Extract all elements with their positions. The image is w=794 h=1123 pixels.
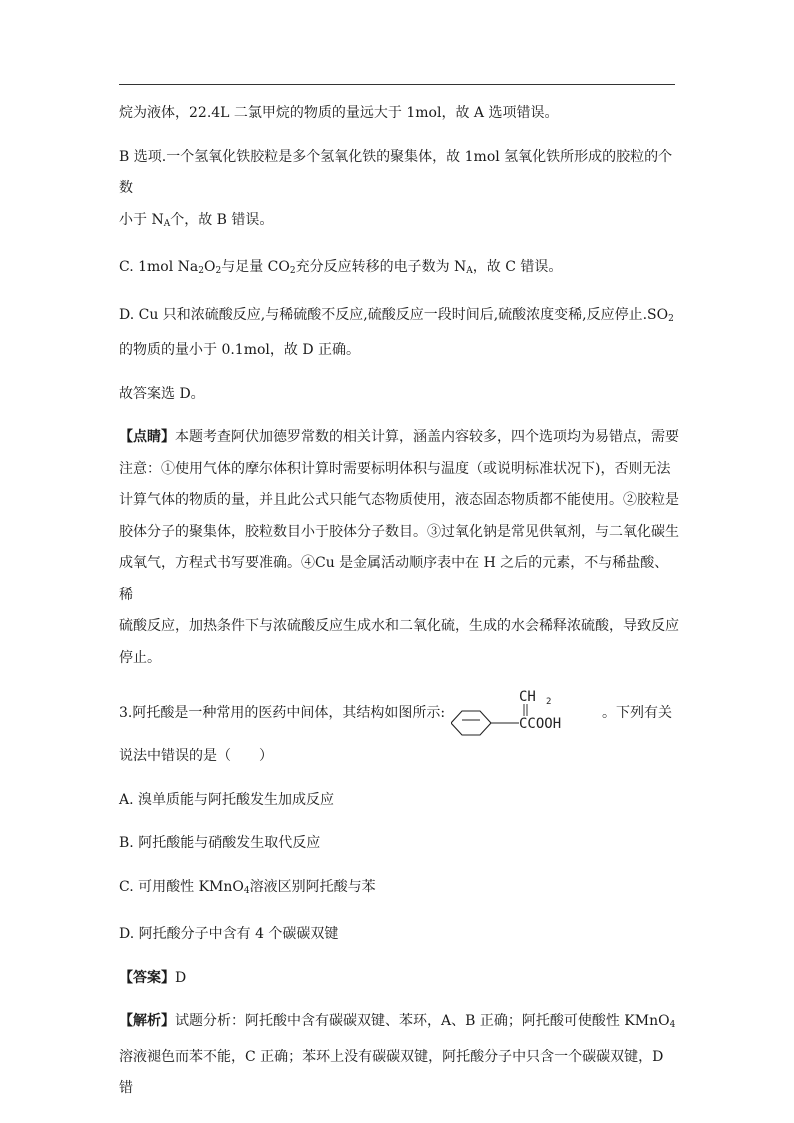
option-d: D. 阿托酸分子中含有 4 个碳碳双键 — [119, 926, 339, 942]
note-line: 计算气体的物质的量，并且此公式只能气态物质使用，液态固态物质都不能使用。②胶粒是 — [119, 492, 679, 508]
ch2-label: CH — [519, 689, 536, 705]
ch2-subscript: 2 — [546, 697, 552, 707]
header-rule — [119, 84, 675, 85]
note-line: 硫酸反应，加热条件下与浓硫酸反应生成水和二氧化硫，生成的水会稀释浓硫酸，导致反应 — [119, 618, 679, 634]
answer-line — [119, 963, 679, 995]
note-label: 【点睛】 — [119, 429, 175, 445]
option-a: A. 溴单质能与阿托酸发生加成反应 — [119, 791, 335, 808]
note-line: 停止。 — [119, 649, 161, 666]
paragraph-line: C. 1mol $Na_2O_2$与足量 $CO_2$充分反应转移的电子数为 $N_A$，故 C 错误。 — [119, 259, 563, 276]
question-3-stem: 3.阿托酸是一种常用的医药中间体，其结构如图所示: CH 2 CCOOH 。下列有关 — [119, 686, 679, 741]
analysis-label: 【解析】 — [119, 1013, 175, 1029]
analysis-line: 溶液褪色而苯不能，C 正确；苯环上没有碳碳双键，阿托酸分子中只含一个碳碳双键，D 错 — [119, 1048, 664, 1096]
paragraph-line: B 选项.一个氢氧化铁胶粒是多个氢氧化铁的聚集体，故 1mol 氢氧化铁所形成的胶粒的个数 — [119, 148, 673, 196]
note-line: 【点睛】本题考查阿伏加德罗常数的相关计算，涵盖内容较多，四个选项均为易错点，需要 — [119, 429, 679, 445]
option-c: C. 可用酸性 KMnO$_4$溶液区别阿托酸与苯 — [119, 878, 376, 896]
analysis-line: 【解析】试题分析：阿托酸中含有碳碳双键、苯环，A、B 正确；阿托酸可使酸性 KMnO$_4$ — [119, 1013, 676, 1030]
option-b: B. 阿托酸能与硝酸发生取代反应 — [119, 835, 321, 851]
answer-label: 【答案】 — [119, 969, 175, 986]
paragraph-line: D. Cu 只和浓硫酸反应,与稀硫酸不反应,硫酸反应一段时间后,硫酸浓度变稀,反应停止$.SO_2$ — [119, 306, 674, 324]
document-body — [119, 98, 679, 1105]
note-line: 成氧气，方程式书写要准确。④Cu 是金属活动顺序表中在 H 之后的元素，不与稀盐酸、稀 — [119, 555, 669, 603]
paragraph-line: 的物质的量小于 0.1mol，故 D 正确。 — [119, 342, 361, 358]
paragraph-line: 小于 $N_A$个，故 B 错误。 — [119, 211, 274, 229]
paragraph-line: 烷为液体，22.4L 二氯甲烷的物质的量远大于 1mol，故 A 选项错误。 — [119, 105, 559, 121]
answer-value: D — [175, 969, 187, 986]
question-3-stem-continued: 说法中错误的是（ ） — [119, 748, 273, 764]
atropic-acid-structure — [451, 686, 611, 742]
paragraph-line: 故答案选 D。 — [119, 385, 205, 402]
note-line: 注意：①使用气体的摩尔体积计算时需要标明体积与温度（或说明标准状况下)，否则无法 — [119, 460, 671, 477]
ccooh-label: CCOOH — [519, 716, 562, 732]
note-line: 胶体分子的聚集体，胶粒数目小于胶体分子数目。③过氧化钠是常见供氧剂，与二氧化碳生 — [119, 523, 679, 540]
